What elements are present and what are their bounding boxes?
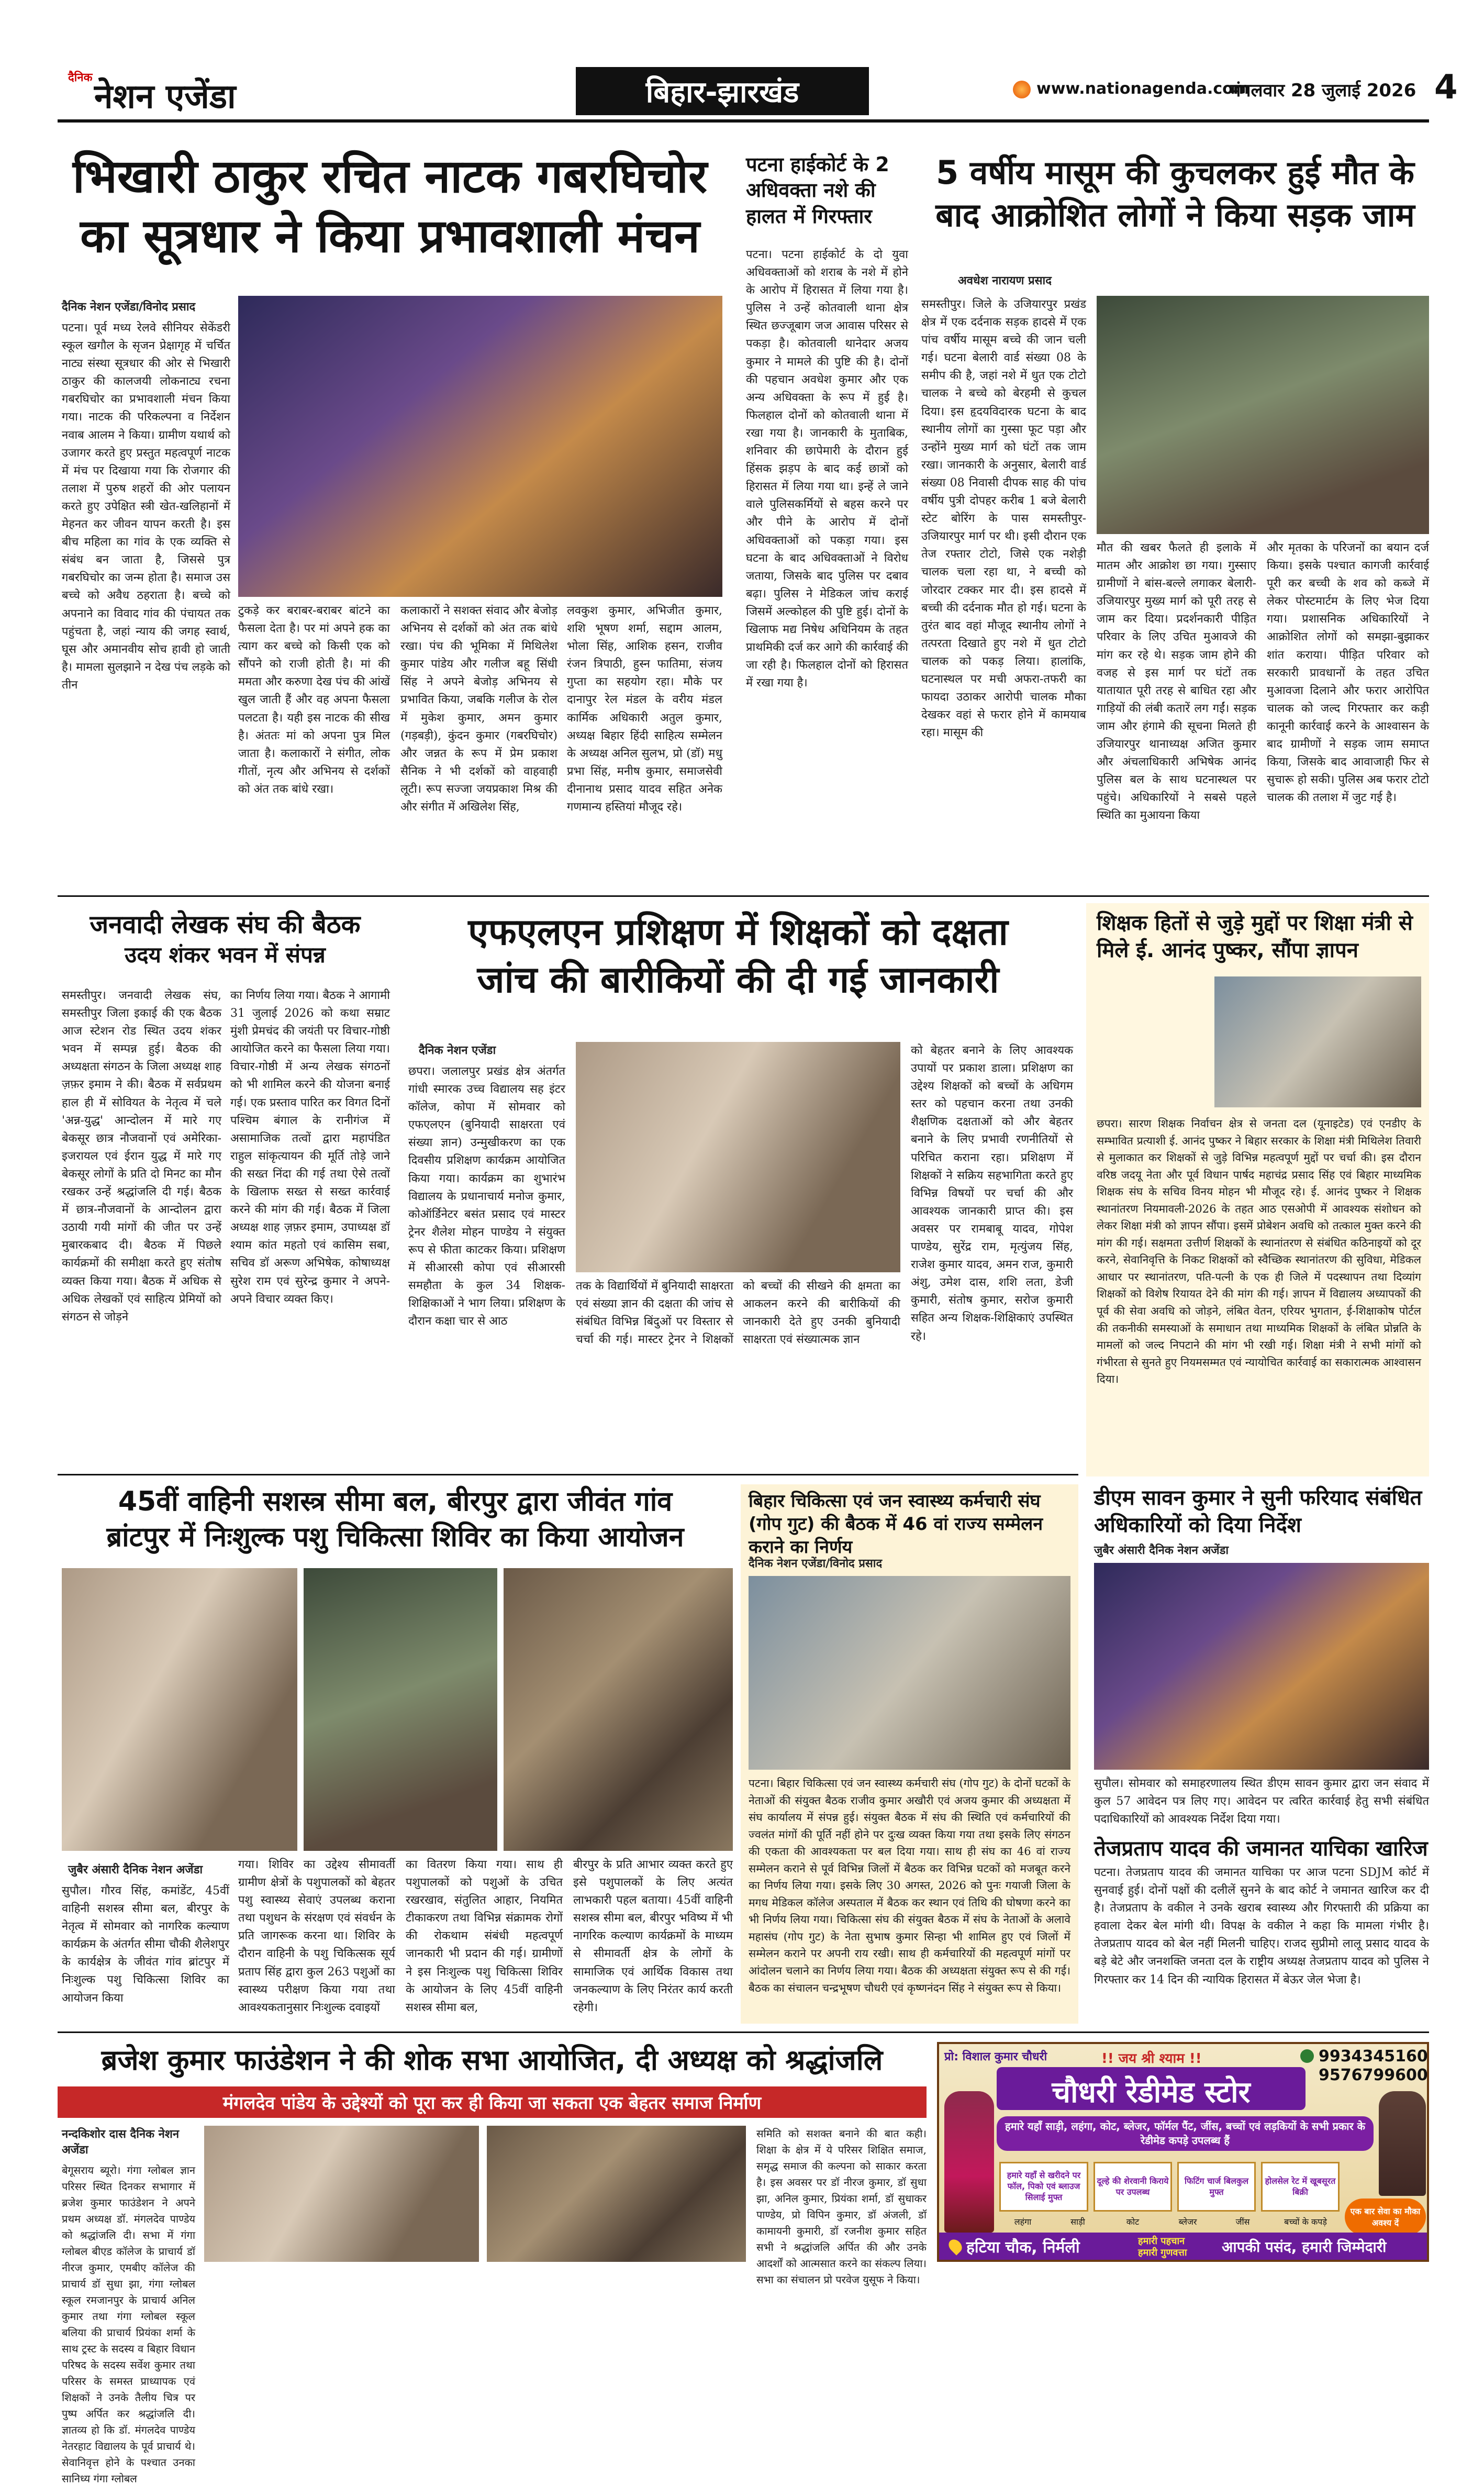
issue-date: मंगलवार 28 जुलाई 2026 <box>1230 80 1416 101</box>
masthead-logo: नेशन एजेंडा <box>94 77 236 116</box>
story4-body-b: का निर्णय लिया गया। बैठक ने आगामी 31 जुलाई 2026 को कथा सम्राट मुंशी प्रेमचंद की जयंती पर विचार-गोष्ठी आयोजित करने का फैसला लिया गया। विचार-गोष्ठी में अन्य लेखक संगठनों को भी शामिल करने की योजना बनाई गई। एक प्रस्ताव पारित कर विगत दिनों पश्चिम बंगाल के रानीगंज में असामाजिक तत्वों द्वारा महापंडित राहुल सांकृत्यायन की मूर्ति तोड़े जाने की सख्त निंदा की गई तथा ऐसे तत्वों के खिलाफ सख्त से सख्त कार्रवाई करने की मांग की गई। बैठक में जिला अध्यक्ष शाह ज़फ़र इमाम, उपाध्यक्ष डॉ श्याम कांत महतो एवं कासिम सबा, सचिव डॉ अरूण अभिषेक, कोषाध्यक्ष सुरेश राम एवं सुरेन्द्र कुमार ने अपने-अपने विचार व्यक्त किए। <box>230 989 390 1306</box>
story9-headline: डीएम सावन कुमार ने सुनी फरियाद संबंधित अधिकारियों को दिया निर्देश <box>1094 1486 1422 1537</box>
story1-body-d: लवकुश कुमार, अभिजीत कुमार, शशि भूषण शर्मा, सद्दाम आलम, भोला सिंह, आशिक हसन, राजीव रंजन त्रिपाठी, हुस्न फातिमा, संजय गुप्ता का सहयोग रहा। मौके पर दानापुर रेल मंडल के वरीय मंडल कार्मिक अधिकारी अतुल कुमार, अध्यक्ष बिहार हिंदी साहित्य सम्मेलन के अध्यक्ष अनिल सुलभ, प्रो (डॉ) मधु प्रभा सिंह, मनीष कुमार, समाजसेवी दीनानाथ प्रसाद यादव सहित अनेक गणमान्य हस्तियां मौजूद रहे। <box>567 604 722 814</box>
ad-phone-1[interactable]: 9934345160 <box>1319 2047 1428 2066</box>
ad-product-1: लहंगा <box>1014 2217 1032 2227</box>
story5-headline: एफएलएन प्रशिक्षण में शिक्षकों को दक्षता जांच की बारीकियों की दी गई जानकारी <box>468 911 1008 1001</box>
ad-slogan-1: हमारी पहचान <box>1138 2236 1185 2247</box>
story11-body-e: समिति को सशक्त बनाने की बात कही। शिक्षा के क्षेत्र में ये परिसर शिक्षित समाज, समृद्ध समाज की कल्पना को साकार करता है। इस अवसर पर डॉ नीरज कुमार, डॉ सुधा झा, अनिल कुमार, प्रियंका शर्मा, डॉ सुधाकर पाण्डेय, प्रो विपिन कुमार, डॉ अंजली, डॉ कामायनी कुमारी, डॉ रजनीश कुमार सहित सभी ने श्रद्धांजलि अर्पित की और उनके आदर्शों को आत्मसात करने का संकल्प लिया। सभा का संचालन प्रो परवेज युसूफ ने किया। <box>756 2127 927 2286</box>
story11-body-a: बेगूसराय ब्यूरो। गंगा ग्लोबल ज्ञान परिसर स्थित दिनकर सभागार में ब्रजेश कुमार फाउंडेशन ने अपने प्रथम अध्यक्ष डॉ. मंगलदेव पाण्डेय को श्रद्धांजलि दी। सभा में गंगा ग्लोबल बीएड कॉलेज के प्राचार्य डॉ नीरज कुमार, एमबीए कॉलेज की प्राचार्य डॉ सुधा झा, गंगा ग्लोबल स्कूल रमजानपुर के प्राचार्य अनिल कुमार तथा गंगा ग्लोबल स्कूल बलिया की प्राचार्य प्रियंका शर्मा के साथ ट्रस्ट के सदस्य व बिहार विधान परिषद के सदस्य सर्वेश कुमार तथा परिसर के समस्त प्राध्यापक एवं शिक्षकों ने उनके तैलीय चित्र पर पुष्प अर्पित कर श्रद्धांजलि दी। ज्ञातव्य हो कि डॉ. मंगलदेव पाण्डेय नेतरहाट विद्यालय के पूर्व प्राचार्य थे। सेवानिवृत्त होने के पश्चात उनका सानिध्य गंगा ग्लोबल <box>62 2164 195 2485</box>
page-number: 4 <box>1434 68 1458 107</box>
story8-headline: बिहार चिकित्सा एवं जन स्वास्थ्य कर्मचारी संघ (गोप गुट) की बैठक में 46 वां राज्य सम्मेलन कराने का निर्णय <box>749 1491 1043 1558</box>
section-title: बिहार-झारखंड <box>576 67 869 115</box>
story6-photo <box>1214 976 1421 1107</box>
story7-photo-credit: जुबैर अंसारी दैनिक नेशन अजेंडा <box>68 1863 203 1877</box>
story8-byline: दैनिक नेशन एजेंडा/विनोद प्रसाद <box>749 1557 883 1570</box>
story11-photo-2 <box>487 2126 746 2262</box>
story3-body-b: मौत की खबर फैलते ही इलाके में मातम और आक्रोश छा गया। गुस्साए ग्रामीणों ने बांस-बल्ले लगाकर बेलारी-उजियारपुर मुख्य मार्ग को पूरी तरह से जाम कर दिया। प्रदर्शनकारी पीड़ित परिवार के लिए उचित मुआवजे की मांग कर रहे थे। सड़क जाम होने की वजह से इस मार्ग पर घंटों तक यातायात पूरी तरह से बाधित रहा और गाड़ियों की लंबी कतारें लग गईं। सड़क जाम और हंगामे की सूचना मिलते ही उजियारपुर थानाध्यक्ष अजित कुमार और अंचलाधिकारी अभिषेक आनंद पुलिस बल के साथ घटनास्थल पर पहुंचे। अधिकारियों ने सबसे पहले स्थिति का मुआयना किया <box>1097 541 1256 823</box>
story3-headline: 5 वर्षीय मासूम की कुचलकर हुई मौत के बाद आक्रोशित लोगों ने किया सड़क जाम <box>935 153 1415 234</box>
advertisement[interactable] <box>937 2042 1429 2262</box>
story11-photo-1 <box>204 2126 479 2262</box>
ad-slogan-3: आपकी पसंद, हमारी जिम्मेदारी <box>1222 2238 1387 2256</box>
row-divider-2 <box>58 1474 1078 1475</box>
masthead-rule <box>58 119 1429 123</box>
story7-photo-3 <box>504 1568 733 1851</box>
story1-byline: दैनिक नेशन एजेंडा/विनोद प्रसाद <box>62 301 196 314</box>
ad-description: हमारे यहाँ साड़ी, लहंगा, कोट, ब्लेजर, फॉर्मल पैंट, जींस, बच्चों एवं लड़कियों के सभी प्रकार के रेडीमेड कपड़े उपलब्ध हैं <box>997 2116 1374 2151</box>
story3-body-c: और मृतका के परिजनों का बयान दर्ज किया। इसके पश्चात कागजी कार्रवाई पूरी कर बच्ची के शव को कब्जे में लेकर पोस्टमार्टम के लिए भेज दिया गया। प्रशासनिक अधिकारियों ने आक्रोशित लोगों को समझा-बुझाकर शांत कराया। पीड़ित परिवार को सरकारी प्रावधानों के तहत उचित मुआवजा दिलाने और फरार आरोपित चालक को जल्द गिरफ्तार कर कड़ी कानूनी कार्रवाई करने के आश्वासन के बाद ग्रामीणों ने सड़क जाम समाप्त किया, जिसके बाद आवाजाही फिर से सुचारू हो सकी। पुलिस अब फरार टोटो चालक की तलाश में जुट गई है। <box>1267 541 1429 805</box>
story3-body-a: समस्तीपुर। जिले के उजियारपुर प्रखंड क्षेत्र में एक दर्दनाक सड़क हादसे में एक पांच वर्षीय मासूम बच्चे की जान चली गई। घटना बेलारी वार्ड संख्या 08 के समीप की है, जहां नशे में धुत एक टोटो चालक ने बच्चे को बेरहमी से कुचल दिया। इस हृदयविदारक घटना के बाद स्थानीय लोगों का गुस्सा फूट पड़ा और उन्होंने मुख्य मार्ग को घंटों तक जाम रखा। जानकारी के अनुसार, बेलारी वार्ड संख्या 08 निवासी दीपक साह की पांच वर्षीय पुत्री दोपहर करीब 1 बजे बेलारी स्टेट बोरिंग के पास समस्तीपुर-उजियारपुर मार्ग पर थी। इसी दौरान एक तेज रफ्तार टोटो, जिसे एक नशेड़ी चालक चला रहा था, ने बच्ची को जोरदार टक्कर मार दी। इस हादसे में बच्ची की दर्दनाक मौत हो गई। घटना के तुरंत बाद वहां मौजूद स्थानीय लोगों ने तत्परता दिखाते हुए नशे में धुत टोटो चालक को पकड़ लिया। हालांकि, घटनास्थल पर मची अफरा-तफरी का फायदा उठाकर आरोपी चालक मौका देखकर वहां से फरार होने में कामयाब रहा। मासूम की <box>921 298 1086 740</box>
story5-photo <box>576 1042 900 1272</box>
story11-byline: नन्दकिशोर दास दैनिक नेशन अजेंडा <box>62 2128 180 2157</box>
story1-body-a: पटना। पूर्व मध्य रेलवे सीनियर सेकेंडरी स्कूल खगौल के सृजन प्रेक्षागृह में चर्चित नाट्य संस्था सूत्रधार की ओर से भिखारी ठाकुर की कालजयी लोकनाट्य रचना गबरघिचोर का प्रभावशाली मंचन किया गया। नाटक की परिकल्पना व निर्देशन नवाब आलम ने किया। ग्रामीण यथार्थ को उजागर करते हुए प्रस्तुत महत्वपूर्ण नाटक में मंच पर दिखाया गया कि रोजगार की तलाश में पुरुष शहरों की ओर पलायन करते हुए उपेक्षित स्त्री खेत-खलिहानों में मेहनत कर जीवन यापन करती है। इस बीच महिला का गांव के एक व्यक्ति से संबंध बन जाता है, जिससे पुत्र गबरघिचोर का जन्म होता है। समाज उस बच्चे को अवैध ठहराता है। बच्चे को अपनाने का विवाद गांव की पंचायत तक पहुंचता है, जहां न्याय की जगह स्वार्थ, घूस और अमानवीय सोच हावी हो जाती है। मामला सुलझाने न देख पंच लड़के को तीन <box>62 321 230 692</box>
story9-byline: जुबैर अंसारी दैनिक नेशन अजेंडा <box>1094 1544 1229 1557</box>
ad-owner: प्रो: विशाल कुमार चौधरी <box>944 2050 1047 2063</box>
story6-headline: शिक्षक हितों से जुड़े मुद्दों पर शिक्षा मंत्री से मिले ई. आनंद पुष्कर, सौंपा ज्ञापन <box>1097 911 1413 962</box>
story7-body-c: का वितरण किया गया। साथ ही पशुपालकों को पशुओं के उचित रखरखाव, संतुलित आहार, नियमित टीकाकरण तथा विभिन्न संक्रामक रोगों की रोकथाम संबंधी महत्वपूर्ण जानकारी भी प्रदान की गई। ग्रामीणों ने इस निःशुल्क पशु चिकित्सा शिविर के आयोजन के लिए 45वीं वाहिनी सशस्त्र सीमा बल, <box>406 1858 563 2014</box>
story10-body: पटना। तेजप्रताप यादव की जमानत याचिका पर आज पटना SDJM कोर्ट में सुनवाई हुई। दोनों पक्षों की दलीलें सुनने के बाद कोर्ट ने जमानत खारिज कर दी है। तेजप्रताप के वकील ने उनके खराब स्वास्थ्य और गिरफ्तारी की प्रक्रिया का हवाला देकर बेल मांगी थी। विपक्ष के वकील ने कहा कि मामला गंभीर है। तेजप्रताप यादव को बेल नहीं मिलनी चाहिए। राजद सुप्रीमो लालू प्रसाद यादव के बड़े बेटे और जनशक्ति जनता दल के राष्ट्रीय अध्यक्ष तेजप्रताप यादव को पुलिस ने गिरफ्तार कर 14 दिन की न्यायिक हिरासत में बेऊर जेल भेजा है। <box>1094 1866 1429 1986</box>
story11-headline: ब्रजेश कुमार फाउंडेशन ने की शोक सभा आयोजित, दी अध्यक्ष को श्रद्धांजलि <box>101 2044 883 2077</box>
phone-icon <box>1300 2049 1314 2063</box>
ad-offer-2: दूल्हे की शेरवानी किराये पर उपलब्ध <box>1094 2162 1172 2212</box>
story7-body-a: सुपौल। गौरव सिंह, कमांडेंट, 45वीं वाहिनी सशस्त्र सीमा बल, बीरपुर के नेतृत्व में सोमवार को नागरिक कल्याण कार्यक्रम के अंतर्गत सीमा चौकी शैलेशपुर के कार्यक्षेत्र के जीवंत गांव ब्रांटपुर में निःशुल्क पशु चिकित्सा शिविर का आयोजन किया <box>62 1884 229 2005</box>
story1-photo <box>238 296 722 597</box>
story7-headline: 45वीं वाहिनी सशस्त्र सीमा बल, बीरपुर द्वारा जीवंत गांव ब्रांटपुर में निःशुल्क पशु चिकित्सा शिविर का किया आयोजन <box>106 1486 684 1553</box>
story2-headline: पटना हाईकोर्ट के 2 अधिवक्ता नशे की हालत में गिरफ्तार <box>746 153 889 228</box>
story5-body-c: को बेहतर बनाने के लिए आवश्यक उपायों पर प्रकाश डाला। प्रशिक्षण का उद्देश्य शिक्षकों को बच्चों के अधिगम स्तर को पहचान करना तथा उनकी शैक्षणिक दक्षताओं को और बेहतर बनाने के लिए प्रभावी रणनीतियों से परिचित कराना रहा। प्रशिक्षण में शिक्षकों ने सक्रिय सहभागिता करते हुए विभिन्न विषयों पर चर्चा की और आवश्यक जानकारी प्राप्त की। इस अवसर पर रामबाबू यादव, गोपेश पाण्डेय, सुरेंद्र राम, मृत्युंजय सिंह, राजेश कुमार यादव, अमन राज, कुमारी अंशु, उमेश दास, शशि लता, डेजी कुमारी, संतोष कुमार, सरोज कुमारी सहित अन्य शिक्षक-शिक्षिकाएं उपस्थित रहे। <box>911 1044 1073 1343</box>
story7-photo-2 <box>304 1568 497 1851</box>
story4-headline: जनवादी लेखक संघ की बैठक उदय शंकर भवन में संपन्न <box>90 910 361 968</box>
ad-model-right <box>1379 2091 1426 2196</box>
story5-body-b: तक के विद्यार्थियों में बुनियादी साक्षरता एवं संख्या ज्ञान की दक्षता की जांच से संबंधित विभिन्न बिंदुओं पर विस्तार से चर्चा की गई। मास्टर ट्रेनर ने शिक्षकों को बच्चों की सीखने की क्षमता का आकलन करने की बारीकियों की जानकारी देते हुए उनकी बुनियादी साक्षरता एवं संख्यात्मक ज्ञान <box>576 1280 900 1347</box>
story6-panel <box>1086 903 1429 1476</box>
ad-tagline: !! जय श्री श्याम !! <box>1101 2051 1202 2067</box>
ad-product-2: साड़ी <box>1070 2217 1085 2227</box>
story8-photo <box>749 1576 1070 1770</box>
ad-offer-4: होलसेल रेट में खूबसूरत बिक्री <box>1261 2162 1340 2212</box>
story7-photo-1 <box>62 1568 297 1851</box>
ad-title: चौधरी रेडीमेड स्टोर <box>1052 2075 1251 2109</box>
ad-product-5: जींस <box>1235 2217 1250 2227</box>
ad-product-6: बच्चों के कपड़े <box>1284 2217 1327 2227</box>
ad-promo: एक बार सेवा का मौका अवश्य दें <box>1345 2199 1426 2235</box>
story1-headline: भिखारी ठाकुर रचित नाटक गबरघिचोर का सूत्रधार ने किया प्रभावशाली मंचन <box>73 149 707 263</box>
ad-product-4: ब्लेजर <box>1178 2217 1197 2227</box>
story1-body-c: कलाकारों ने सशक्त संवाद और बेजोड़ अभिनय से दर्शकों को अंत तक बांधे रखा। पंच की भूमिका में मिथिलेश कुमार पांडेय और गलीज बहू सिंधी सिंह ने अपने बेजोड़ अभिनय से प्रभावित किया, जबकि गलीज के रोल में मुकेश कुमार, अमन कुमार (गड़बड़ी), कुंदन कुमार (गबरघिचोर) और जन्नत के रूप में प्रेम प्रकाश सैनिक ने भी दर्शकों को वाहवाही लूटी। रूप सज्जा जयप्रकाश मिश्र की और संगीत में अखिलेश सिंह, <box>400 604 557 814</box>
story11-subhead: मंगलदेव पांडेय के उद्देश्यों को पूरा कर ही किया जा सकता एक बेहतर समाज निर्माण <box>58 2086 927 2118</box>
ad-address: हटिया चौक, निर्मली <box>966 2238 1080 2257</box>
row-divider-1 <box>58 895 1429 897</box>
globe-icon <box>1013 81 1031 98</box>
logo-small: दैनिक <box>68 71 93 84</box>
ad-model-left <box>944 2091 994 2233</box>
story1-body-b: टुकड़े कर बराबर-बराबर बांटने का फैसला देता है। पर मां अपने हक का त्याग कर बच्चे को किसी एक को सौंपने को राजी होती है। मां की ममता और करुणा देख पंच की आंखें खुल जाती हैं और वह अपना फैसला पलटता है। यही इस नाटक की सीख है। अंततः मां को अपना पुत्र मिल जाता है। कलाकारों ने संगीत, लोक गीतों, नृत्य और अभिनय से दर्शकों को अंत तक बांधे रखा। <box>238 604 390 796</box>
story3-byline: अवधेश नारायण प्रसाद <box>958 274 1052 287</box>
story9-photo <box>1094 1563 1429 1770</box>
story9-body: सुपौल। सोमवार को समाहरणालय स्थित डीएम सावन कुमार द्वारा जन संवाद में कुल 57 आवेदन पत्र लिए गए। आवेदन पर त्वरित कार्रवाई हेतु सभी संबंधित पदाधिकारियों को आवश्यक निर्देश दिया गया। <box>1094 1777 1429 1826</box>
ad-slogan-2: हमारी गुणवत्ता <box>1138 2247 1187 2258</box>
story10-headline: तेजप्रताप यादव की जमानत याचिका खारिज <box>1094 1837 1428 1861</box>
story7-body-d: बीरपुर के प्रति आभार व्यक्त करते हुए इसे पशुपालकों के लिए अत्यंत लाभकारी पहल बताया। 45वीं वाहिनी सशस्त्र सीमा बल, बीरपुर भविष्य में भी नागरिक कल्याण कार्यक्रमों के माध्यम से सीमावर्ती क्षेत्र के लोगों के सामाजिक एवं आर्थिक विकास तथा जनकल्याण के लिए निरंतर कार्य करती रहेगी। <box>573 1858 733 2014</box>
story8-body: पटना। बिहार चिकित्सा एवं जन स्वास्थ्य कर्मचारी संघ (गोप गुट) के दोनों घटकों के नेताओं की संयुक्त बैठक राजीव कुमार अखौरी एवं अजय कुमार की अध्यक्षता में संघ कार्यालय में संपन्न हुई। संयुक्त बैठक में संघ की स्थिति एवं कर्मचारियों की ज्वलंत मांगों की पूर्ति नहीं होने पर दुःख व्यक्त किया गया तथा इसके लिए संगठन की एकता की आवश्यकता पर बल दिया गया। साथ ही संघ का 46 वां राज्य सम्मेलन कराने से पूर्व विभिन्न जिलों में बैठक कर विभिन्न घटकों को मजबूत करने का निर्णय लिया गया। इसके लिए 30 अगस्त, 2026 को पुनः गयाजी जिला के मगध मेडिकल कॉलेज अस्पताल में बैठक कर स्थान एवं तिथि की घोषणा करने का भी निर्णय लिया गया। चिकित्सा संघ की संयुक्त बैठक में संघ के नेताओं के अलावे महासंघ (गोप गुट) के नेता सुभाष कुमार सिन्हा भी शामिल हुए एवं जिलों में सम्मेलन कराने पर अपनी राय रखी। साथ ही कर्मचारियों की महत्वपूर्ण मांगों पर आंदोलन चलाने का निर्णय लिया गया। बैठक की अध्यक्षता संयुक्त रूप से की गई। बैठक का संचालन चन्द्रभूषण चौधरी एवं कृष्णनंदन सिंह ने संयुक्त रूप से किया। <box>749 1777 1070 1994</box>
story5-byline: दैनिक नेशन एजेंडा <box>419 1044 496 1057</box>
story8-panel <box>741 1484 1078 2024</box>
ad-phone-2[interactable]: 9576799600 <box>1319 2066 1428 2084</box>
row-divider-3 <box>58 2031 1429 2033</box>
story6-body: छपरा। सारण शिक्षक निर्वाचन क्षेत्र से जनता दल (यूनाइटेड) एवं एनडीए के सम्भावित प्रत्याशी ई. आनंद पुष्कर ने बिहार सरकार के शिक्षा मंत्री मिथिलेश तिवारी से मुलाकात कर शिक्षकों से जुड़े विभिन्न महत्वपूर्ण मुद्दों पर चर्चा की। इस दौरान वरिष्ठ जदयू नेता और पूर्व विधान पार्षद महाचंद्र प्रसाद सिंह एवं बिहार माध्यमिक शिक्षक संघ के सचिव विनय मोहन भी मौजूद रहे। ई. आनंद पुष्कर ने शिक्षक स्थानांतरण नियमावली-2026 के तहत आठ एसओपी में आवश्यक संशोधन को लेकर शिक्षा मंत्री को ज्ञापन सौंपा। इसमें प्रोबेशन अवधि को तत्काल मुक्त करने की मांग की गई। सक्षमता उत्तीर्ण शिक्षकों के स्थानांतरण से संबंधित कठिनाइयों को दूर करने, सेवानिवृत्ति के निकट शिक्षकों को स्वैच्छिक स्थानांतरण की सुविधा, मेडिकल आधार पर स्थानांतरण, पति-पत्नी के एक ही जिले में पदस्थापन तथा दिव्यांग शिक्षकों को विशेष रियायत देने की मांग की गई। ज्ञापन में विद्यालय अध्यापकों की पूर्व की सेवा अवधि को जोड़ने, लंबित वेतन, एरियर भुगतान, ई-शिक्षाकोष पोर्टल की तकनीकी समस्याओं के समाधान तथा माध्यमिक शिक्षकों के लंबित प्रोन्नति के मामलों को जल्द निपटाने की मांग भी रखी गई। शिक्षा मंत्री ने सभी मांगों को गंभीरता से सुनते हुए नियमसम्मत एवं न्यायोचित कार्रवाई का सकारात्मक आश्वासन दिया। <box>1097 1117 1421 1386</box>
ad-product-3: कोट <box>1126 2217 1140 2227</box>
story2-body: पटना। पटना हाईकोर्ट के दो युवा अधिवक्ताओं को शराब के नशे में होने के आरोप में हिरासत में लिया गया है। पुलिस ने उन्हें कोतवाली थाना क्षेत्र स्थित छज्जूबाग जज आवास परिसर से पकड़ा है। कोतवाली थानेदार अजय कुमार ने मामले की पुष्टि की है। दोनों की पहचान अवधेश कुमार और एक अन्य अधिवक्ता के रूप में हुई है। फिलहाल दोनों को कोतवाली थाना में रखा गया है। जानकारी के मुताबिक, शनिवार की छापेमारी के दौरान हुई हिंसक झड़प के बाद कई छात्रों को हिरासत में लिया गया था। इन्हें ले जाने वाले पुलिसकर्मियों से बहस करने पर और पीने के आरोप में दोनों अधिवक्ताओं को पकड़ा गया। इस घटना के बाद अधिवक्ताओं ने विरोध जताया, जिसके बाद पुलिस पर दबाव बढ़ा। पुलिस ने मेडिकल जांच कराई जिसमें अल्कोहल की पुष्टि हुई। दोनों के खिलाफ मद्य निषेध अधिनियम के तहत प्राथमिकी दर्ज कर आगे की कार्रवाई की जा रही है। फिलहाल दोनों को हिरासत में रखा गया है। <box>746 248 908 690</box>
story4-body-a: समस्तीपुर। जनवादी लेखक संघ, समस्तीपुर जिला इकाई की एक बैठक आज स्टेशन रोड स्थित उदय शंकर भवन में सम्पन्न हुई। बैठक की अध्यक्षता संगठन के जिला अध्यक्ष शाह ज़फ़र इमाम ने की। बैठक में सर्वप्रथम हाल ही में सोवियत के नेतृत्व में चले 'अन्न-युद्ध' आन्दोलन में मारे गए बेकसूर छात्र नौजवानों एवं अमेरिका-इजरायल एवं ईरान युद्ध में मारे गए बेकसूर लोगों के प्रति दो मिनट का मौन रखकर उन्हें श्रद्धांजलि दी गई। बैठक में छात्र-नौजवानों के आन्दोलन द्वारा उठायी गयी मांगों की जीत पर उन्हें मुबारकबाद दी। बैठक में पिछले कार्यक्रमों की समीक्षा करते हुए संतोष व्यक्त किया गया। बैठक में अधिक से अधिक लेखकों एवं साहित्य प्रेमियों को संगठन से जोड़ने <box>62 989 221 1324</box>
story7-body-b: गया। शिविर का उद्देश्य सीमावर्ती ग्रामीण क्षेत्रों के पशुपालकों को बेहतर पशु स्वास्थ्य सेवाएं उपलब्ध कराना तथा पशुधन के संरक्षण एवं संवर्धन के प्रति जागरूक करना था। शिविर के दौरान वाहिनी के पशु चिकित्सक सूर्य प्रताप सिंह द्वारा कुल 263 पशुओं का स्वास्थ्य परीक्षण किया गया तथा आवश्यकतानुसार निःशुल्क दवाइयों <box>238 1858 395 2014</box>
website-link[interactable]: www.nationagenda.com <box>1036 80 1250 98</box>
ad-offer-1: हमारे यहाँ से खरीदने पर फॉल, पिको एवं ब्लाउज सिलाई मुफ्त <box>999 2162 1088 2212</box>
masthead <box>58 62 1458 119</box>
story3-photo <box>1097 296 1429 534</box>
story5-body-a: छपरा। जलालपुर प्रखंड क्षेत्र अंतर्गत गांधी स्मारक उच्च विद्यालय सह इंटर कॉलेज, कोपा में सोमवार को एफएलएन (बुनियादी साक्षरता एवं संख्या ज्ञान) उन्मुखीकरण का एक दिवसीय प्रशिक्षण कार्यक्रम आयोजित किया गया। कार्यक्रम का शुभारंभ विद्यालय के प्रधानाचार्य मनोज कुमार, कोऑर्डिनेटर बसंत प्रसाद एवं मास्टर ट्रेनर शैलेश मोहन पाण्डेय ने संयुक्त रूप से फीता काटकर किया। प्रशिक्षण में सीआरसी कोपा एवं सीआरसी समहौता के कुल 34 शिक्षक-शिक्षिकाओं ने भाग लिया। प्रशिक्षण के दौरान कक्षा चार से आठ <box>408 1065 565 1328</box>
ad-offer-3: फिटिंग चार्ज बिलकुल मुफ्त <box>1177 2162 1256 2212</box>
